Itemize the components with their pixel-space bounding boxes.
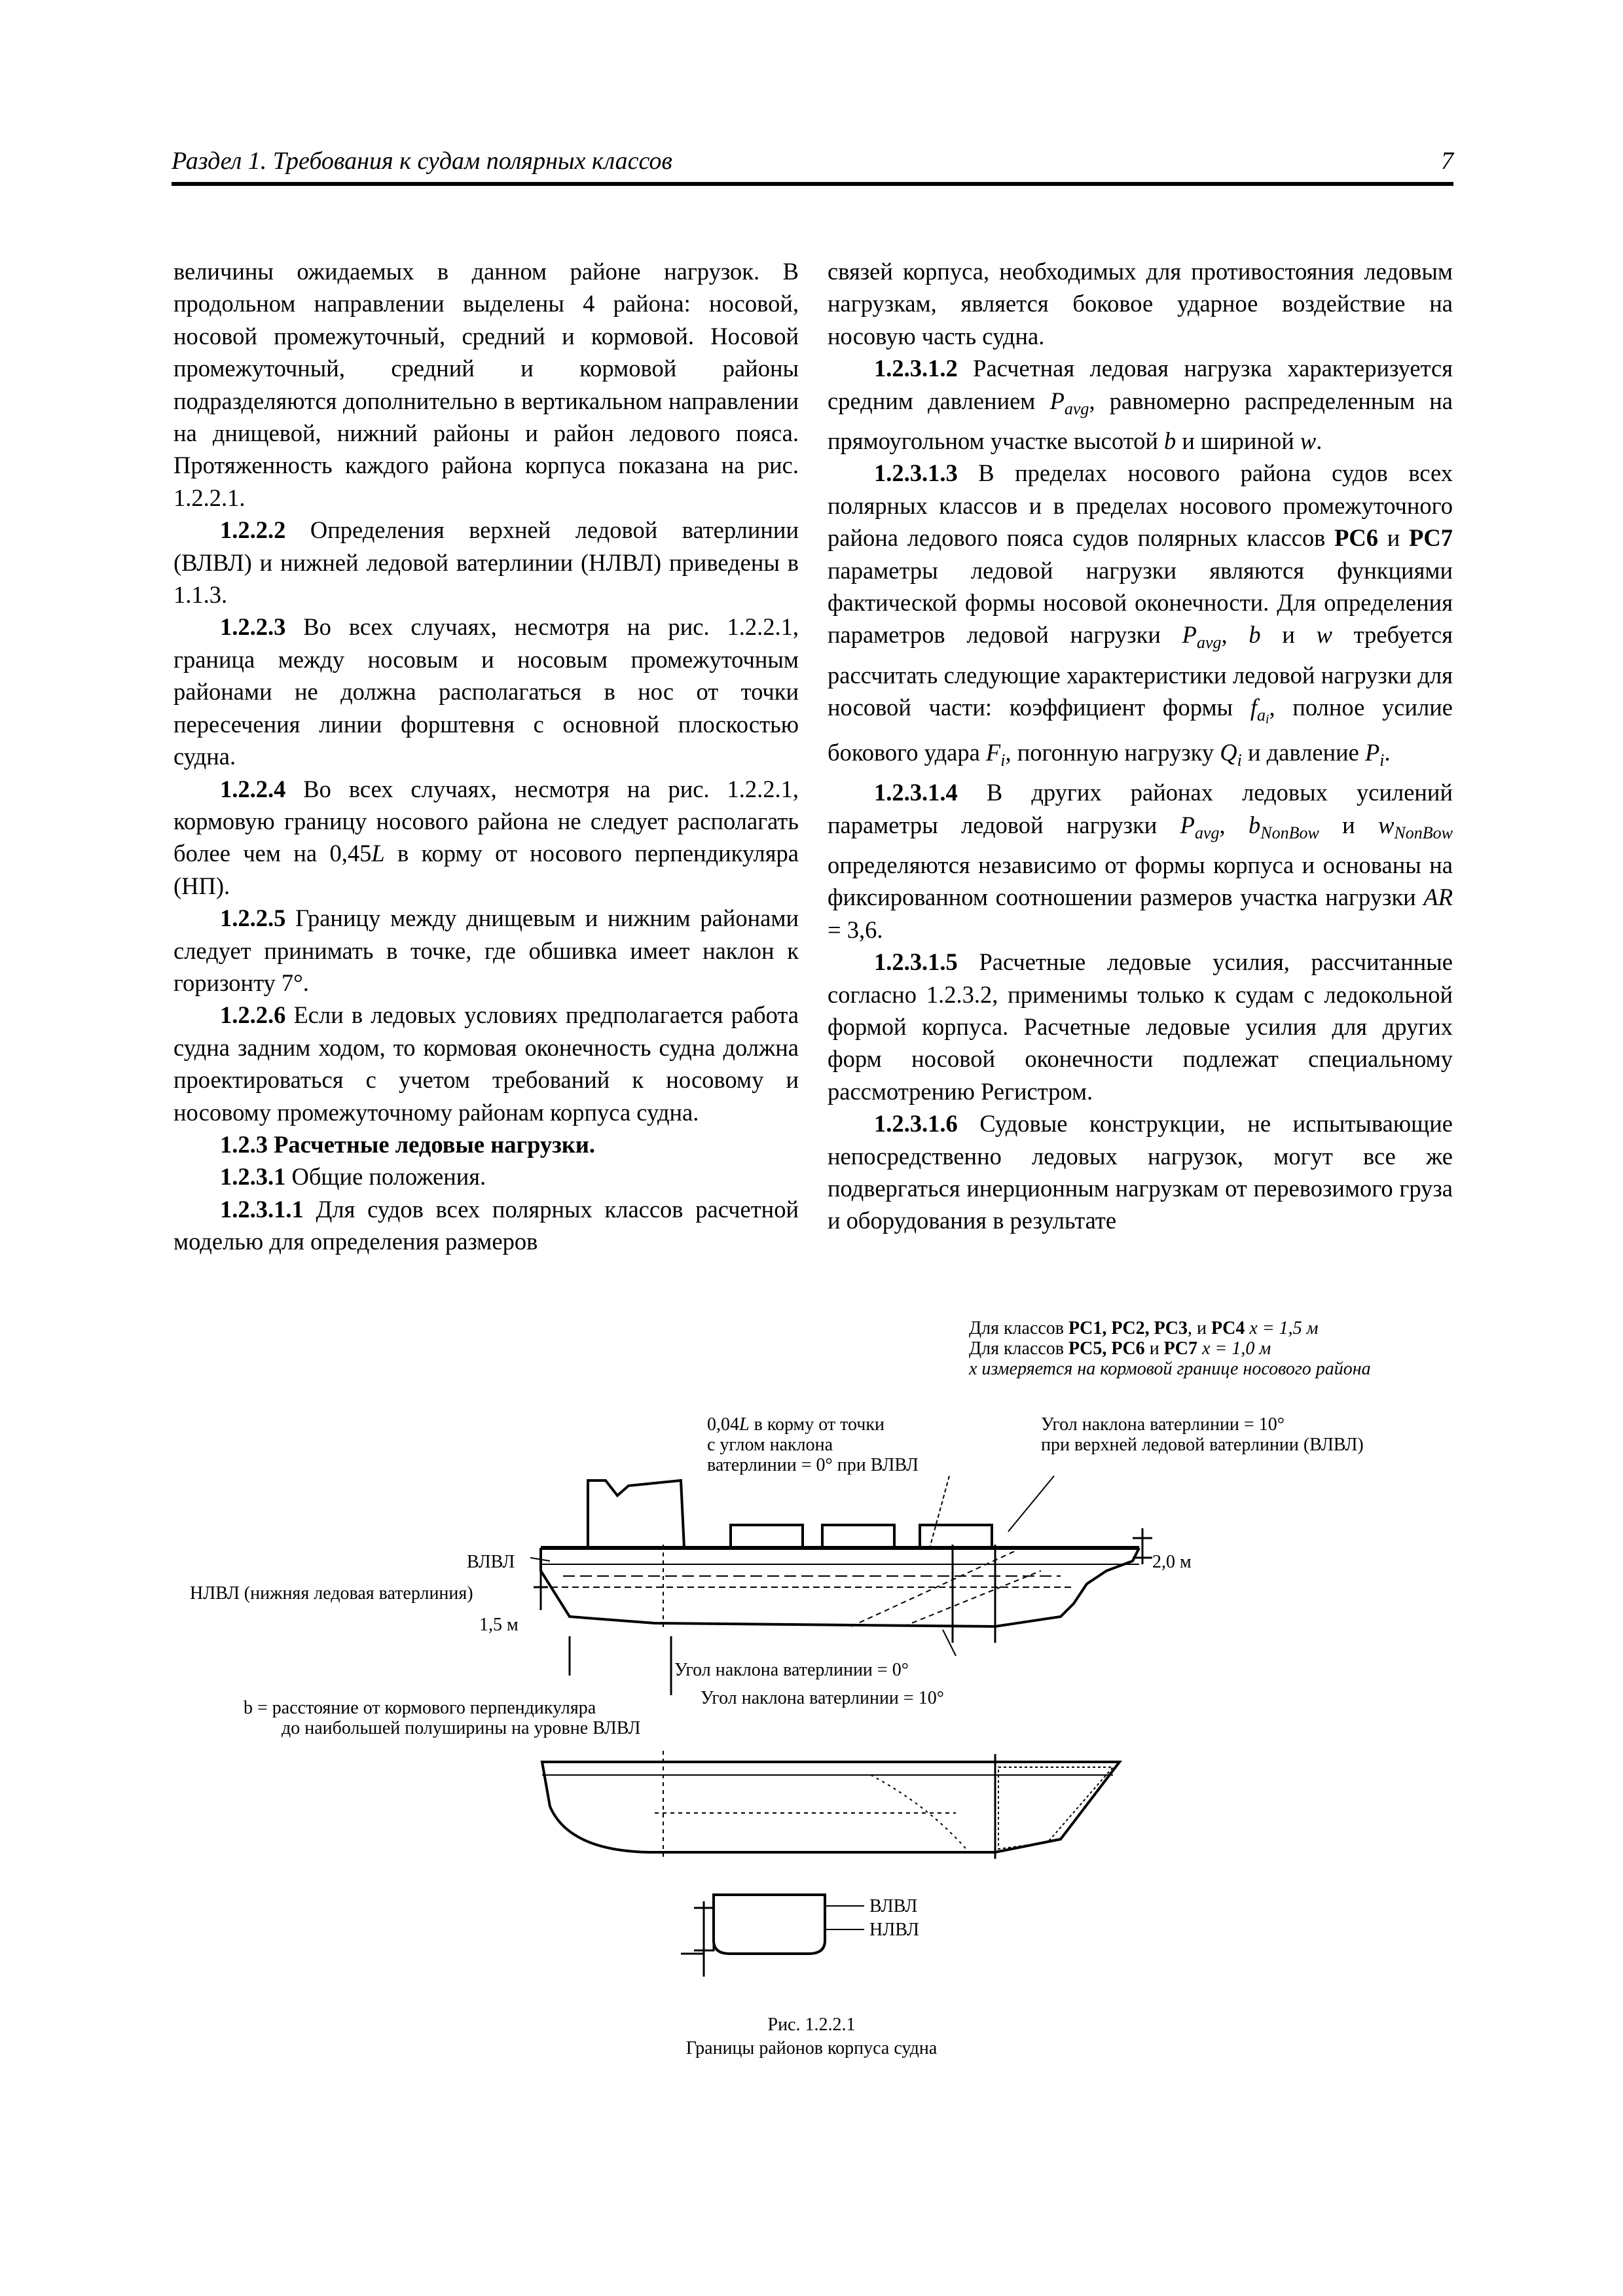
paragraph: 1.2.2.5 Границу между днищевым и нижним районами следует принимать в точке, где обшивка имеет наклон к горизонту 7°. (173, 905, 799, 996)
figure-note-004l-2: с углом наклона (707, 1435, 833, 1455)
superstructure (588, 1480, 684, 1548)
stern-extension (570, 1636, 671, 1695)
label-vlvl: ВЛВЛ (467, 1552, 515, 1572)
deck-house-2 (822, 1525, 894, 1548)
figure-note-x: x измеряется на кормовой границе носового района (969, 1359, 1371, 1379)
leader-004l (930, 1476, 949, 1548)
section-outline (714, 1895, 825, 1954)
paragraph: 1.2.2.2 Определения верхней ледовой ватерлинии (ВЛВЛ) и нижней ледовой ватерлинии (НЛВЛ) приведены в 1.1.3. (173, 516, 799, 609)
leader-angle0 (943, 1630, 956, 1656)
label-b-definition: b = расстояние от кормового перпендикуляра (244, 1698, 596, 1718)
label-2-0m: 2,0 м (1152, 1552, 1192, 1572)
label-b-definition-2: до наибольшей полуширины на уровне ВЛВЛ (282, 1718, 641, 1738)
figure-note-pc1-4: Для классов PC1, PC2, PC3, и PC4 x = 1,5 м (969, 1318, 1319, 1338)
label-section-vlvl: ВЛВЛ (869, 1896, 918, 1916)
dim-1-5m (534, 1564, 548, 1610)
paragraph: 1.2.3.1.5 Расчетные ледовые усилия, рассчитанные согласно 1.2.3.2, применимы только к судам с ледокольной формой корпуса. Расчетные ледовые усилия для других форм носовой оконечности подлежат специальному рассмотрению Регистром. (828, 948, 1453, 1105)
paragraph: 1.2.3.1.1 Для судов всех полярных классов расчетной моделью для определения размеров (173, 1195, 799, 1255)
label-section-nlvl: НЛВЛ (869, 1920, 919, 1940)
deck-house-3 (920, 1525, 992, 1548)
figure-note-004l-3: ватерлинии = 0° при ВЛВЛ (707, 1455, 919, 1475)
paragraph: 1.2.3.1.2 Расчетная ледовая нагрузка характеризуется средним давлением $P_{avg}$, равномерно распределенным на прямоугольном участке высотой b и шириной w. (828, 355, 1453, 455)
plan-bow-hatch (998, 1767, 1113, 1849)
figure-note-pc5-7: Для классов PC5, PC6 и PC7 x = 1,0 м (969, 1338, 1271, 1359)
region-boundary-diag-2 (903, 1571, 1041, 1626)
figure-number: Рис. 1.2.2.1 (767, 2015, 856, 2035)
paragraph: 1.2.3.1.4 В других районах ледовых усилений параметры ледовой нагрузки $P_{avg}$, $b_{NonBow}$ и $w_{NonBow}$ определяются независимо от формы корпуса и основаны на фиксированном соотношении размеров участка нагрузки AR = 3,6. (828, 779, 1453, 943)
leader-angle10 (1008, 1476, 1054, 1532)
paragraph: 1.2.3.1.6 Судовые конструкции, не испытывающие непосредственно ледовых нагрузок, могут все же подвергаться инерционным нагрузкам от перевозимого груза и оборудования в результате (828, 1110, 1453, 1234)
section-base (681, 1901, 704, 1977)
deck-house-1 (731, 1525, 803, 1548)
label-1-5m: 1,5 м (479, 1615, 519, 1635)
label-nlvl: НЛВЛ (нижняя ледовая ватерлиния) (190, 1583, 473, 1604)
section-title: Раздел 1. Требования к судам полярных классов (172, 147, 672, 175)
section-heading: 1.2.3 Расчетные ледовые нагрузки. (220, 1130, 596, 1158)
paragraph: 1.2.2.4 Во всех случаях, несмотря на рис. 1.2.2.1, кормовую границу носового района не следует располагать более чем на 0,45L в корму от носового перпендикуляра (НП). (173, 775, 799, 899)
page-number: 7 (1441, 147, 1453, 175)
paragraph: величины ожидаемых в данном районе нагрузок. В продольном направлении выделены 4 района: носовой, носовой промежуточный, средний и кормовой. Носовой промежуточный, средний и кормовой районы подразделяются дополнительно в вертикальном направлении на днищевой, нижний районы и район ледового пояса. Протяженность каждого района корпуса показана на рис. 1.2.2.1. (173, 258, 799, 511)
figure-note-004l: 0,04L в корму от точки (707, 1414, 884, 1435)
paragraph: 1.2.3.1 Общие положения. (220, 1163, 486, 1191)
paragraph: 1.2.2.6 Если в ледовых условиях предполагается работа судна задним ходом, то кормовая оконечность судна должна проектироваться с учетом требований к носовому и носовому промежуточному районам корпуса судна. (173, 1001, 799, 1126)
label-angle0: Угол наклона ватерлинии = 0° (674, 1660, 909, 1680)
figure-note-angle10-2: при верхней ледовой ватерлинии (ВЛВЛ) (1041, 1435, 1364, 1455)
paragraph: 1.2.2.3 Во всех случаях, несмотря на рис. 1.2.2.1, граница между носовым и носовым промежуточным районами не должна располагаться в нос от точки пересечения линии форштевня с основной плоскостью судна. (173, 613, 799, 770)
label-angle10: Угол наклона ватерлинии = 10° (701, 1688, 944, 1708)
figure-note-angle10: Угол наклона ватерлинии = 10° (1041, 1414, 1285, 1435)
figure-caption: Границы районов корпуса судна (685, 2038, 938, 2058)
paragraph: 1.2.3.1.3 В пределах носового района судов всех полярных классов и в пределах носового промежуточного района ледового пояса судов полярных классов PC6 и PC7 параметры ледовой нагрузки являются функциями фактической формы носовой оконечности. Для определения параметров ледовой нагрузки $P_{avg}$, b и w требуется рассчитать следующие характеристики ледовой нагрузки для носовой части: коэффициент формы $f_{ai}$, полное усилие бокового удара $F_i$, погонную нагрузку $Q_i$ и давление $P_i$. (828, 459, 1453, 770)
paragraph: связей корпуса, необходимых для противостояния ледовым нагрузкам, является боковое ударное воздействие на носовую часть судна. (828, 258, 1453, 350)
